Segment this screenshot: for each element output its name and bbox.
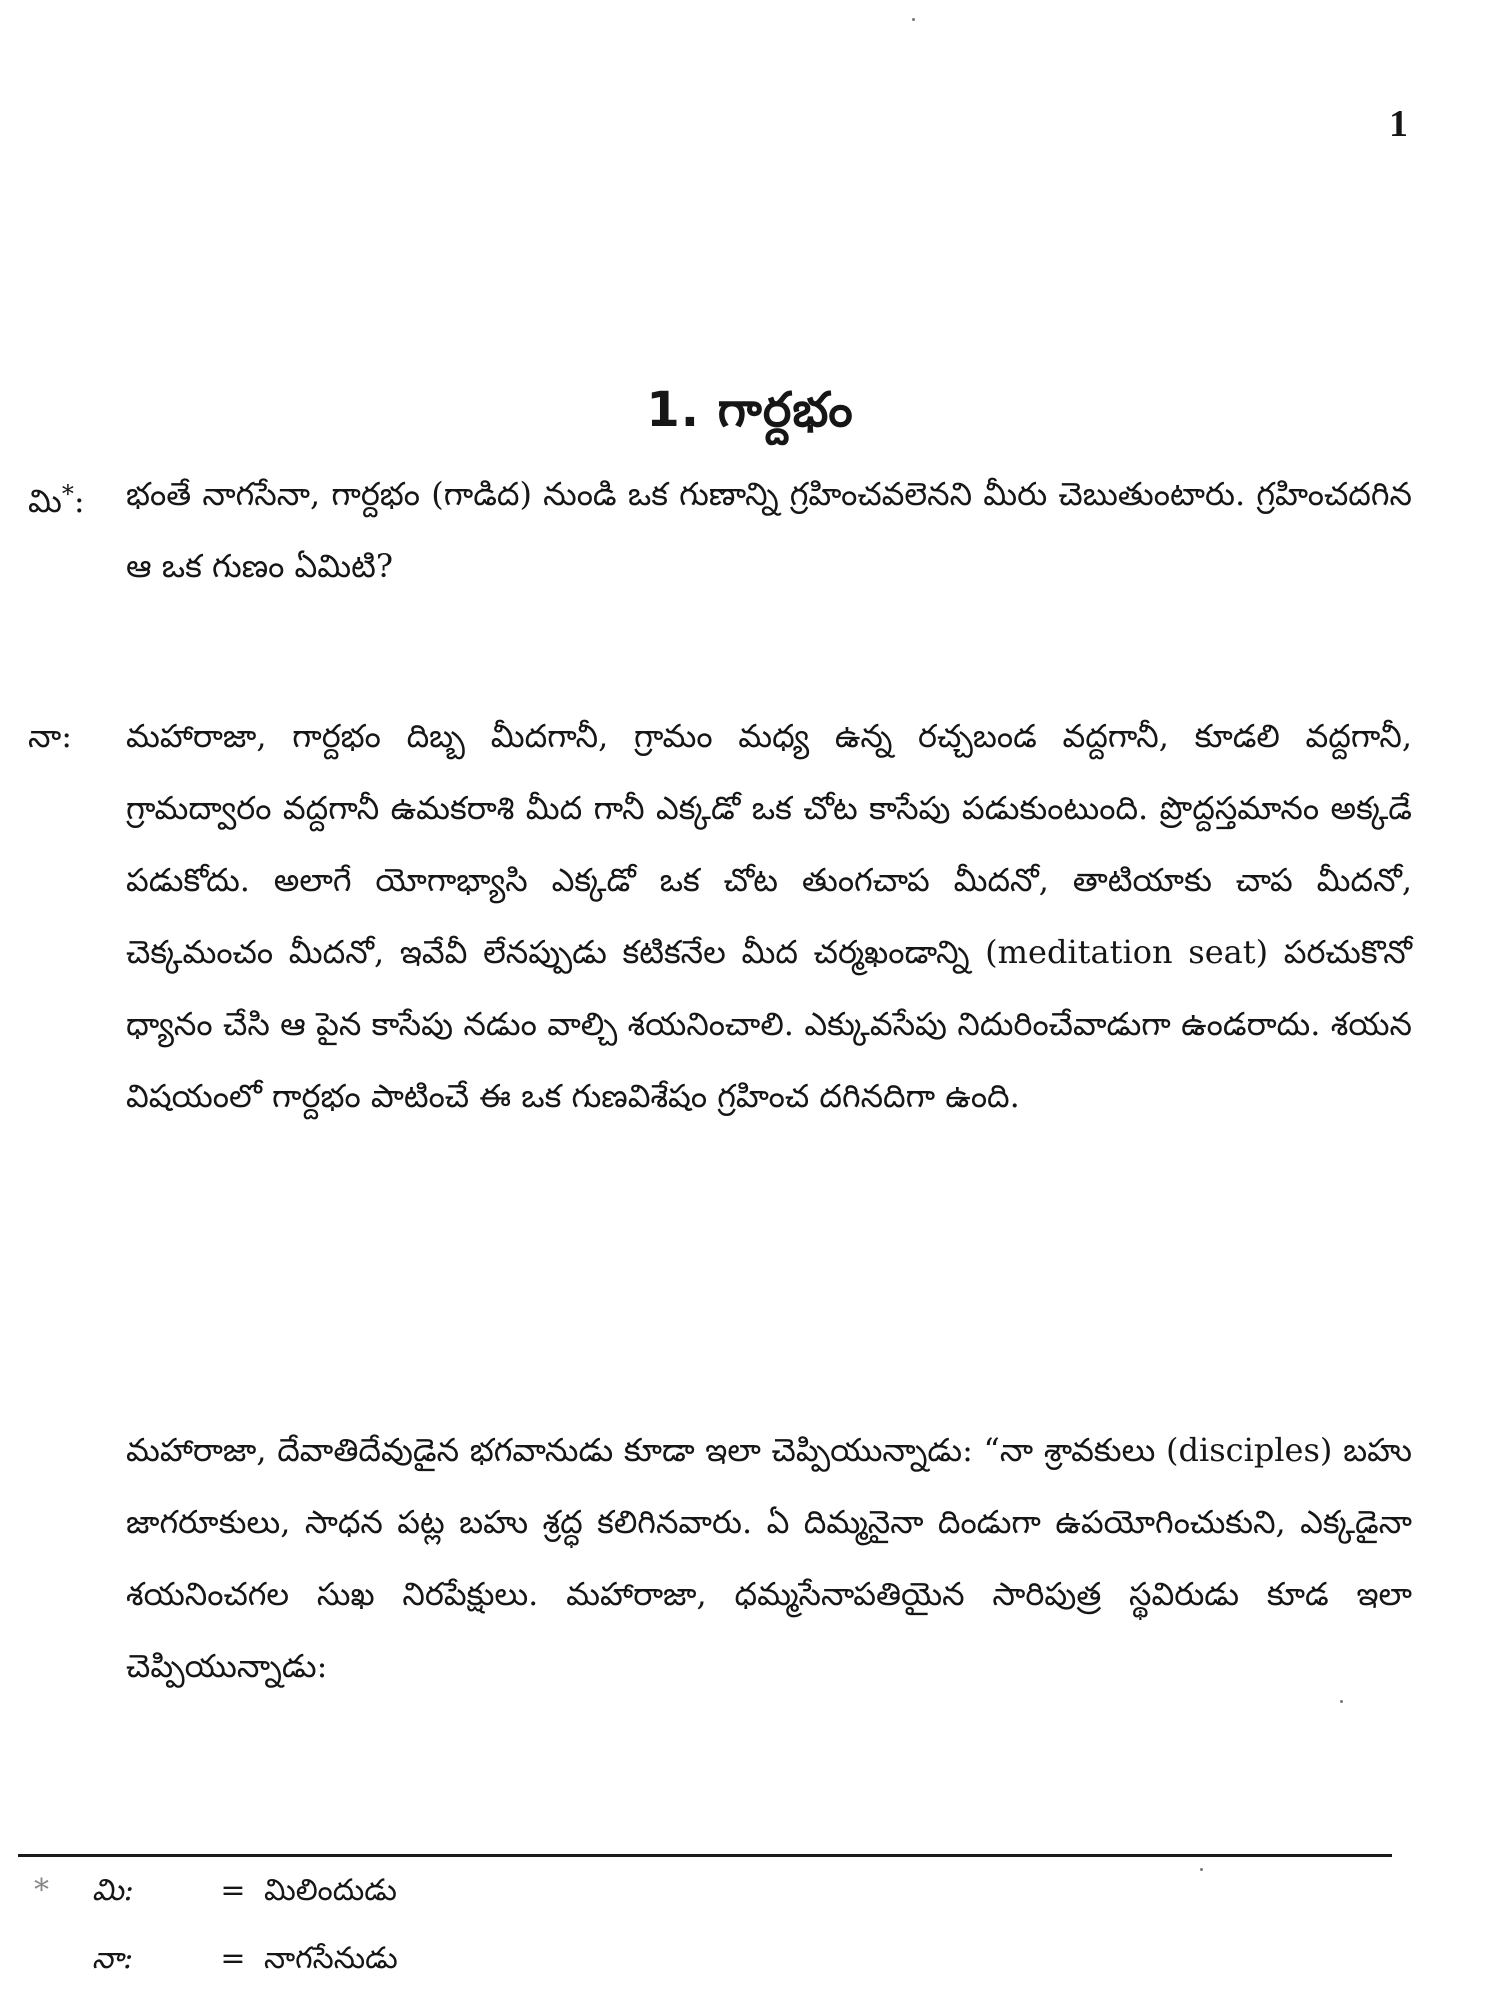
speaker-name: మి	[28, 482, 62, 520]
footnote-key: నా:	[92, 1941, 134, 1976]
footnote-mark: *	[34, 1873, 49, 1908]
footnote-equals: =	[220, 1941, 246, 1976]
body-paragraph: మహారాజా, దేవాతిదేవుడైన భగవానుడు కూడా ఇలా చెప్పియున్నాడు: “నా శ్రావకులు (disciples) బహు జాగరూకులు, సాధన పట్ల బహు శ్రద్ధ కలిగినవారు. ఏ దిమ్మనైనా దిండుగా ఉపయోగించుకుని, ఎక్కడైనా శయనించగల సుఖ నిరపేక్షులు. మహారాజా, ధమ్మసేనాపతియైన సారిపుత్ర స్థవిరుడు కూడ ఇలా చెప్పియున్నాడు:	[126, 1431, 1412, 1685]
footnote-value: నాగసేనుడు	[264, 1941, 398, 1976]
footnote-divider	[18, 1854, 1392, 1857]
footnote-marker: *	[61, 480, 74, 508]
scan-speck	[1200, 1868, 1203, 1871]
scan-speck	[1340, 1700, 1343, 1703]
speaker-label-nagasena: నా:	[28, 717, 73, 755]
footnote-nagasena	[34, 1936, 398, 1982]
footnote-milinda	[34, 1868, 397, 1914]
scan-speck	[912, 18, 915, 21]
page-number: 1	[1389, 103, 1408, 145]
dialogue-text-nagasena: మహారాజా, గార్దభం దిబ్బ మీదగానీ, గ్రామం మధ్య ఉన్న రచ్చబండ వద్దగానీ, కూడలి వద్దగానీ, గ్రామద్వారం వద్దగానీ ఉమకరాశి మీద గానీ ఎక్కడో ఒక చోట కాసేపు పడుకుంటుంది. ప్రొద్దస్తమానం అక్కడే పడుకోదు. అలాగే యోగాభ్యాసి ఎక్కడో ఒక చోట తుంగచాప మీదనో, తాటియాకు చాప మీదనో, చెక్కమంచం మీదనో, ఇవేవీ లేనప్పుడు కటికనేల మీద చర్మఖండాన్ని (meditation seat) పరచుకొనో ధ్యానం చేసి ఆ పైన కాసేపు నడుం వాల్చి శయనించాలి. ఎక్కువసేపు నిదురించేవాడుగా ఉండరాదు. శయన విషయంలో గార్దభం పాటించే ఈ ఒక గుణవిశేషం గ్రహించ దగినదిగా ఉంది.	[126, 717, 1412, 1115]
footnote-value: మిలిందుడు	[264, 1873, 397, 1908]
speaker-label-milinda	[28, 458, 126, 537]
footnote-key: మి:	[92, 1873, 134, 1908]
dialogue-text-milinda: భంతే నాగసేనా, గార్దభం (గాడిద) నుండి ఒక గుణాన్ని గ్రహించవలెనని మీరు చెబుతుంటారు. గ్రహించదగిన ఆ ఒక గుణం ఏమిటి?	[126, 475, 1412, 585]
dialogue-block-milinda	[28, 458, 1412, 602]
chapter-title: 1. గార్దభం	[646, 382, 854, 439]
dialogue-block-nagasena	[28, 700, 1412, 1132]
speaker-separator: :	[73, 482, 85, 520]
footnote-equals: =	[220, 1873, 246, 1908]
